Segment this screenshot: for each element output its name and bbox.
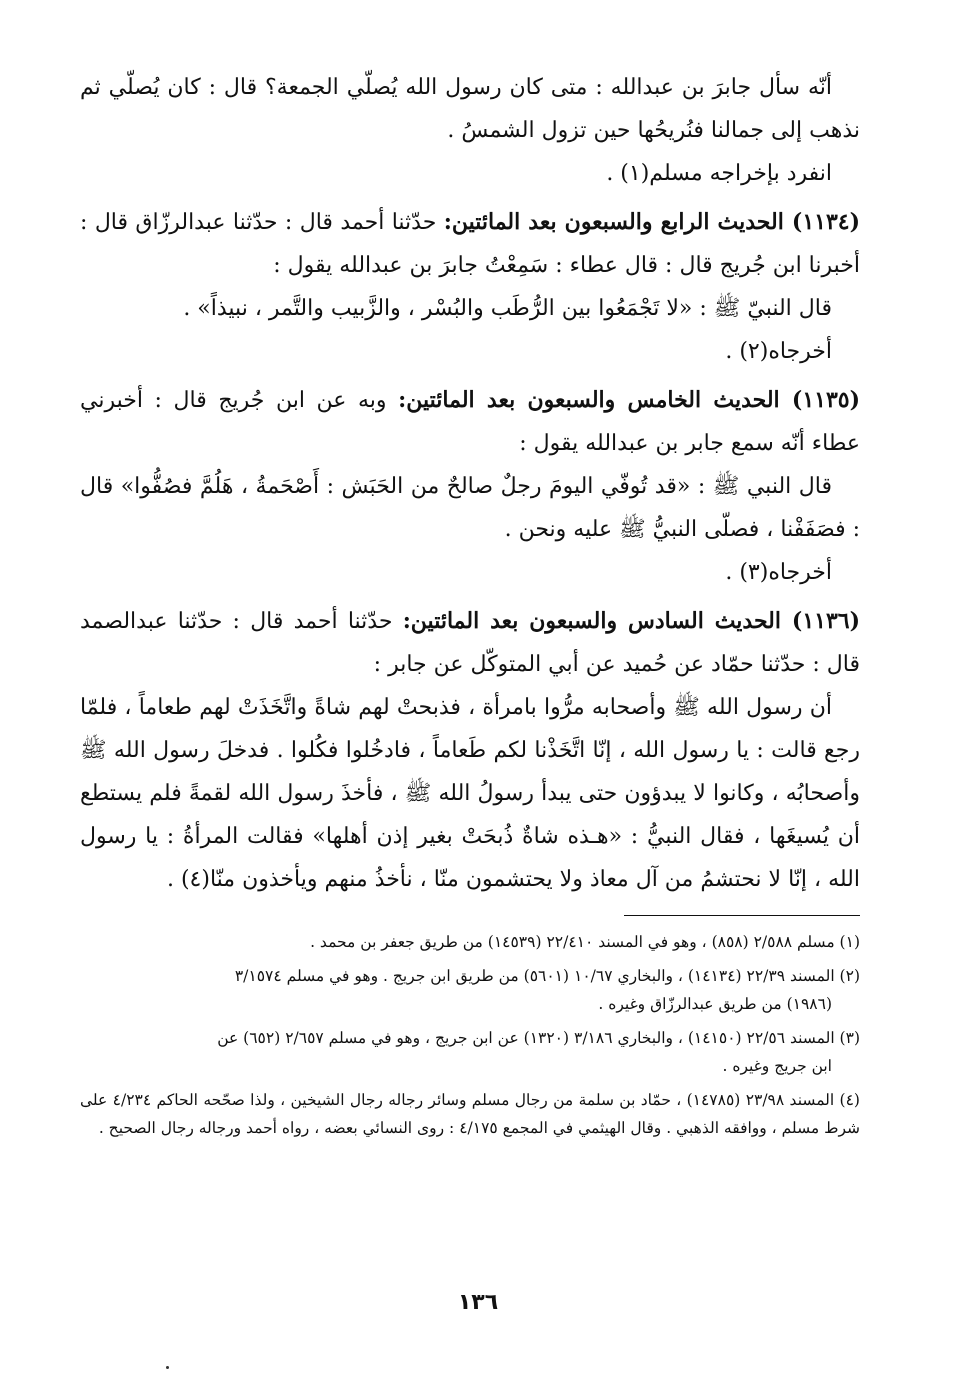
hadith-1135-takhrij: أخرجاه(٣) . bbox=[725, 560, 832, 585]
footnote-3-text: (٣) المسند ٢٢/٥٦ (١٤١٥٠) ، والبخاري ٣/١٨٦ (١٣٢٠) عن ابن جريج ، وهو في مسلم ٢/٦٥٧ (٦٥٢) عن bbox=[217, 1029, 860, 1047]
footnote-2-continuation: (١٩٨٦) من طريق عبدالرزّاق وغيره . bbox=[598, 995, 832, 1013]
footnote-4-text: (٤) المسند ٢٣/٩٨ (١٤٧٨٥) ، حمّاد بن سلمة من رجال مسلم وسائر رجاله رجال الشيخين ، ولذا صحّحه الحاكم ٤/٢٣٤ على شرط مسلم ، ووافقه الذهبي . وقال الهيثمي في المجمع ٤/١٧٥ : روى النسائي بعضه ، رواه أحمد ورجاله رجال الصحيح . bbox=[80, 1091, 860, 1137]
hadith-1134-heading: (١١٣٤) الحديث الرابع والسبعون بعد المائتين: bbox=[443, 209, 860, 235]
footnote-divider bbox=[624, 915, 860, 916]
page-number: ١٣٦ bbox=[457, 1290, 499, 1315]
hadith-1134-matn: قال النبيّ ﷺ : «لا تَجْمَعُوا بين الرُّطَب والبُسْر ، والزَّبيب والتَّمر ، نبيذاً» . bbox=[183, 296, 832, 321]
hadith-1134-isnad: حدّثنا أحمد قال : حدّثنا عبدالرزّاق قال : أخبرنا ابن جُريج قال : قال عطاء : سَمِعْتُ جابرَ بن عبدالله يقول : bbox=[80, 210, 860, 278]
hadith-1136 bbox=[80, 600, 860, 686]
footnote-2-text: (٢) المسند ٢٢/٣٩ (١٤١٣٤) ، والبخاري ١٠/٦٧ (٥٦٠١) من طريق ابن جريج . وهو في مسلم ٣/١٥٧٤ bbox=[234, 967, 860, 985]
footnote-1-text: (١) مسلم ٢/٥٨٨ (٨٥٨) ، وهو في المسند ٢٢/٤١٠ (١٤٥٣٩) من طريق جعفر بن محمد . bbox=[310, 933, 860, 951]
page-content bbox=[80, 66, 860, 1148]
footnote-4 bbox=[80, 1086, 860, 1142]
hadith-1136-heading: (١١٣٦) الحديث السادس والسبعون بعد المائتين: bbox=[402, 608, 860, 634]
footnotes bbox=[80, 928, 860, 1142]
footnote-3 bbox=[80, 1024, 860, 1080]
paragraph-takhrij-muslim: انفرد بإخراجه مسلم(١) . bbox=[606, 161, 832, 186]
hadith-1134 bbox=[80, 201, 860, 287]
hadith-1136-matn: أن رسول الله ﷺ وأصحابه مرُّوا بامرأة ، فذبحتْ لهم شاةً واتَّخَذَتْ لهم طعاماً ، فلمّا رجع قالت : يا رسول الله ، إنّا اتَّخَذْنا لكم طَعاماً ، فادخُلوا فكُلوا . فدخلَ رسول الله ﷺ وأصحابُه ، وكانوا لا يبدؤون حتى يبدأ رسولُ الله ﷺ ، فأخذَ رسول الله لقمةً فلم يستطع أن يُسيغَها ، فقال النبيُّ : «هـذه شاةٌ ذُبحَتْ بغير إذن أهلها» فقالت المرأةُ : يا رسول الله ، إنّا لا نحتشمُ من آل معاذ ولا يحتشمون منّا ، نأخذُ منهم ويأخذون منّا(٤) . bbox=[80, 695, 860, 892]
footnote-2 bbox=[80, 962, 860, 1018]
hadith-1135-heading: (١١٣٥) الحديث الخامس والسبعون بعد المائتين: bbox=[398, 387, 860, 413]
scan-speck bbox=[166, 1366, 169, 1369]
footnote-3-continuation: ابن جريج وغيره . bbox=[722, 1057, 832, 1075]
hadith-1135 bbox=[80, 379, 860, 465]
footnote-1 bbox=[80, 928, 860, 956]
hadith-1135-matn: قال النبي ﷺ : «قد تُوفّي اليومَ رجلٌ صالحٌ من الحَبَش : أَصْحَمةُ ، هَلُمَّ فصُفُّوا» قال : فصَفَفْنا ، فصلّى النبيُّ ﷺ عليه ونحن . bbox=[80, 474, 860, 542]
hadith-1134-takhrij: أخرجاه(٢) . bbox=[725, 339, 832, 364]
hadith-1136-isnad: حدّثنا أحمد قال : حدّثنا عبدالصمد قال : حدّثنا حمّاد عن حُميد عن أبي المتوكّل عن جابر : bbox=[80, 609, 860, 677]
paragraph-intro: أنّه سأل جابرَ بن عبدالله : متى كان رسول الله يُصلّي الجمعة؟ قال : كان يُصلّي ثم نذهب إلى جمالنا فنُريحُها حين تزول الشمسُ . bbox=[80, 75, 860, 143]
hadith-1135-isnad: وبه عن ابن جُريج قال : أخبرني عطاء أنّه سمع جابر بن عبدالله يقول : bbox=[80, 388, 860, 456]
